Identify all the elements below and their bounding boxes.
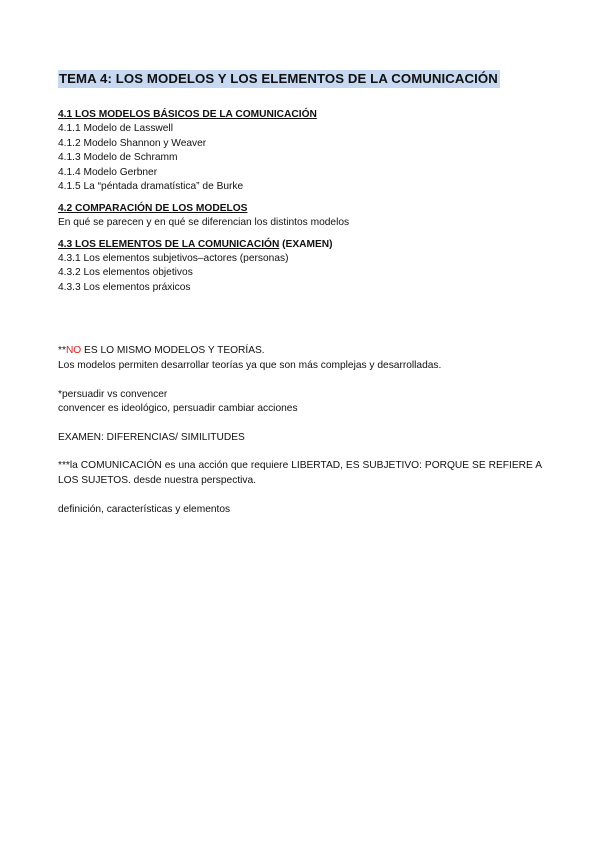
note-line: convencer es ideológico, persuadir cambiar acciones [58,403,298,415]
section-4-3-heading-suffix: (EXAMEN) [279,238,333,250]
note-definicion: definición, características y elementos [58,503,231,515]
document-title: TEMA 4: LOS MODELOS Y LOS ELEMENTOS DE LA COMUNICACIÓN [59,71,498,86]
section-4-3-heading: 4.3 LOS ELEMENTOS DE LA COMUNICACIÓN [58,238,280,250]
note-line: *persuadir vs convencer [58,388,168,400]
list-item: En qué se parecen y en qué se diferencian los distintos modelos [58,216,350,228]
note-prefix: ** [58,345,66,357]
note-comunicacion: ***la COMUNICACIÓN es una acción que requiere LIBERTAD, ES SUBJETIVO: PORQUE SE REFIERE A LOS SUJETOS. desde nuestra perspectiva. [58,460,542,486]
document-page [58,70,542,517]
list-item: 4.1.3 Modelo de Schramm [58,152,178,164]
section-4-3 [58,238,542,296]
note-text: ES LO MISMO MODELOS Y TEORÍAS. [81,345,265,357]
list-item: 4.1.1 Modelo de Lasswell [58,123,173,134]
section-4-2-heading: 4.2 COMPARACIÓN DE LOS MODELOS [58,202,248,214]
list-item: 4.1.4 Modelo Gerbner [58,166,158,178]
note-highlight-no: NO [65,345,82,357]
list-item: 4.3.1 Los elementos subjetivos–actores (personas) [58,252,289,264]
section-4-1-heading: 4.1 LOS MODELOS BÁSICOS DE LA COMUNICACIÓN [58,109,317,120]
section-4-2 [58,202,542,231]
list-item: 4.1.2 Modelo Shannon y Weaver [58,137,207,149]
list-item: 4.1.5 La “péntada dramatística” de Burke [58,181,244,193]
note-models-theories [58,344,542,373]
list-item: 4.3.3 Los elementos práxicos [58,281,191,293]
list-item: 4.3.2 Los elementos objetivos [58,267,193,279]
note-line: Los modelos permiten desarrollar teorías ya que son más complejas y desarrolladas. [58,359,442,371]
note-persuadir [58,388,542,417]
section-4-1 [58,108,542,195]
note-examen: EXAMEN: DIFERENCIAS/ SIMILITUDES [58,431,245,443]
